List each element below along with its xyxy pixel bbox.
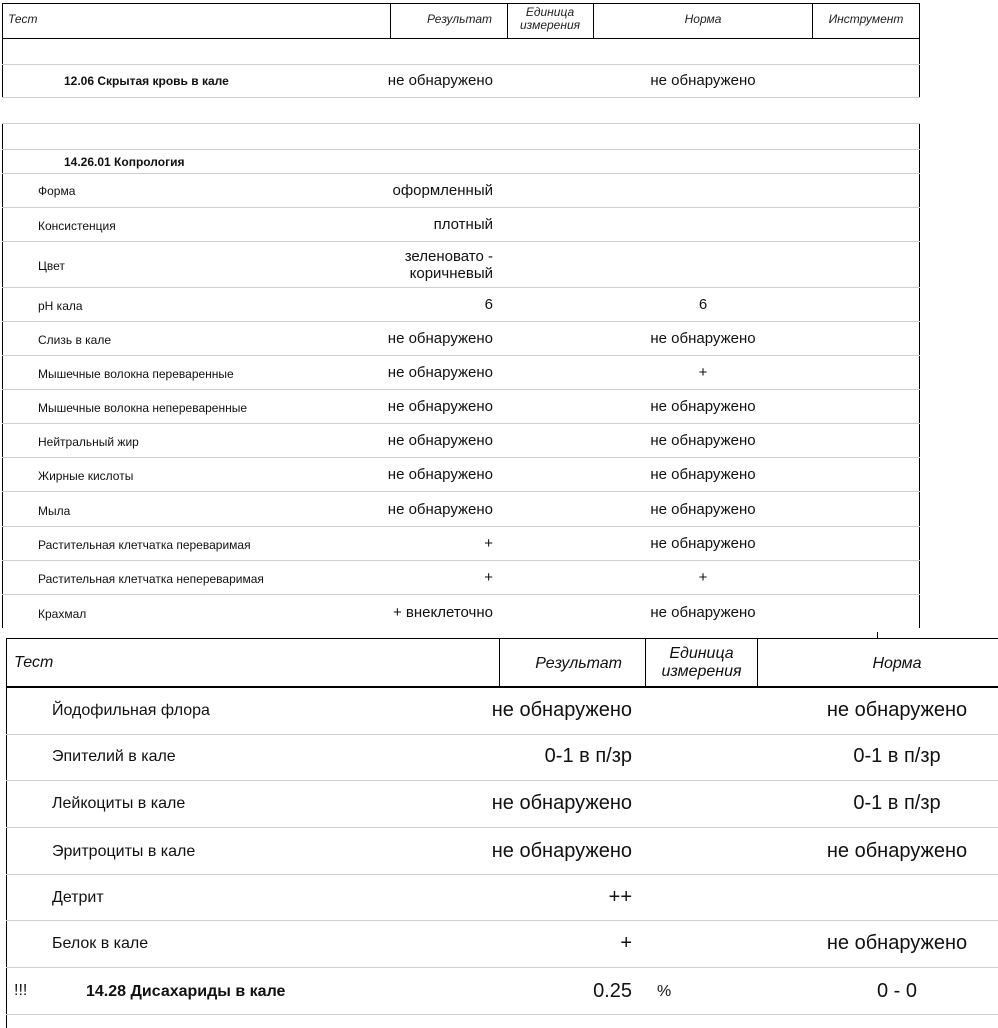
col-header-result: Результат: [535, 655, 622, 672]
right-border: [919, 123, 920, 628]
test-norm: 0 - 0: [876, 980, 918, 1002]
test-name: Нейтральный жир: [38, 435, 139, 449]
test-name: Белок в кале: [52, 935, 149, 952]
test-norm: не обнаружено: [826, 840, 968, 862]
test-name: Эпителий в кале: [52, 748, 176, 765]
test-norm: не обнаружено: [650, 535, 756, 552]
col-header-unit-line1: Единица: [525, 5, 575, 19]
col-header-unit: [646, 645, 757, 681]
test-norm: не обнаружено: [826, 932, 968, 954]
test-name: 12.06 Скрытая кровь в кале: [64, 74, 229, 88]
test-result: ++: [608, 886, 632, 908]
test-result: +: [484, 535, 493, 552]
test-result: не обнаружено: [387, 398, 493, 415]
row-divider: [2, 241, 920, 242]
col-header-unit-line2: измерения: [661, 663, 742, 680]
test-name: Мыла: [38, 504, 71, 518]
test-result: оформленный: [392, 182, 493, 199]
test-result-line2: коричневый: [409, 265, 493, 282]
row-divider: [2, 287, 920, 288]
header-top-border: [2, 3, 920, 4]
test-name: Эритроциты в кале: [52, 843, 196, 860]
test-result: не обнаружено: [387, 364, 493, 381]
test-result: не обнаружено: [491, 699, 632, 721]
row-divider: [2, 423, 920, 424]
test-norm: не обнаружено: [826, 699, 968, 721]
test-result: + внеклеточно: [392, 604, 493, 621]
test-name: Консистенция: [38, 219, 116, 233]
left-border: [2, 38, 3, 98]
row-divider: [2, 491, 920, 492]
test-name: pH кала: [38, 299, 83, 313]
test-name: Растительная клетчатка непереваримая: [38, 572, 264, 586]
test-result: +: [484, 569, 493, 586]
row-divider: [2, 594, 920, 595]
test-norm: +: [698, 364, 708, 381]
coprology-title: 14.26.01 Копрология: [64, 155, 185, 169]
test-norm: не обнаружено: [650, 72, 756, 89]
test-result: не обнаружено: [491, 792, 632, 814]
row-divider: [2, 123, 920, 124]
test-result: 0-1 в п/зр: [544, 745, 632, 767]
test-name: Цвет: [38, 259, 65, 273]
table-right-border: [919, 3, 920, 98]
alert-flag: !!!: [14, 982, 28, 999]
row-divider: [2, 355, 920, 356]
col-header-norm: Норма: [684, 12, 722, 26]
row-divider: [2, 207, 920, 208]
col-header-instrument: Инструмент: [828, 12, 904, 26]
header-left-border: [2, 3, 3, 38]
test-norm: не обнаружено: [650, 398, 756, 415]
row-divider: [6, 874, 998, 875]
row-divider: [6, 920, 998, 921]
row-divider: [2, 321, 920, 322]
test-result: не обнаружено: [387, 432, 493, 449]
row-divider: [2, 173, 920, 174]
test-result: не обнаружено: [387, 501, 493, 518]
col-header-result: Результат: [426, 12, 492, 26]
row-divider: [2, 149, 920, 150]
col-header-unit-line1: Единица: [669, 645, 734, 662]
header-top-border: [6, 638, 998, 639]
row-divider: [2, 64, 920, 65]
test-norm: не обнаружено: [650, 604, 756, 621]
row-divider: [2, 457, 920, 458]
row-divider: [6, 780, 998, 781]
row-divider: [2, 97, 920, 98]
left-border: [6, 688, 7, 1028]
header-left-border: [6, 638, 7, 688]
col-header-test: Тест: [8, 12, 38, 26]
row-divider: [6, 827, 998, 828]
test-name: 14.28 Дисахариды в кале: [86, 983, 286, 1000]
test-norm: +: [698, 569, 708, 586]
test-unit: %: [657, 983, 672, 1000]
test-norm: не обнаружено: [650, 501, 756, 518]
left-border: [2, 123, 3, 628]
col-header-unit: [508, 6, 592, 32]
test-name: Детрит: [52, 889, 104, 906]
row-divider: [6, 1014, 998, 1015]
test-name: Жирные кислоты: [38, 469, 134, 483]
test-norm: 6: [698, 296, 708, 313]
test-name: Лейкоциты в кале: [52, 795, 186, 812]
test-result: плотный: [433, 216, 493, 233]
test-name: Йодофильная флора: [52, 702, 210, 719]
test-result: не обнаружено: [387, 466, 493, 483]
test-norm: 0-1 в п/зр: [853, 792, 941, 814]
test-name: Форма: [38, 184, 76, 198]
col-header-norm: Норма: [872, 655, 922, 672]
row-divider: [2, 526, 920, 527]
test-norm: не обнаружено: [650, 432, 756, 449]
test-result-line1: зеленовато -: [404, 248, 493, 265]
test-result: не обнаружено: [387, 72, 493, 89]
test-result: +: [620, 932, 632, 954]
test-result: 0.25: [593, 980, 632, 1002]
row-divider: [6, 734, 998, 735]
test-norm: 0-1 в п/зр: [853, 745, 941, 767]
header-bottom-border: [6, 686, 998, 688]
test-result: не обнаружено: [387, 330, 493, 347]
test-norm: не обнаружено: [650, 466, 756, 483]
test-name: Мышечные волокна переваренные: [38, 367, 234, 381]
col-header-test: Тест: [14, 654, 54, 671]
test-name: Мышечные волокна непереваренные: [38, 401, 248, 415]
test-norm: не обнаружено: [650, 330, 756, 347]
test-name: Слизь в кале: [38, 333, 112, 347]
test-result: 6: [484, 296, 493, 313]
col-header-unit-line2: измерения: [519, 18, 581, 32]
row-divider: [2, 560, 920, 561]
test-result: не обнаружено: [491, 840, 632, 862]
header-bottom-border: [2, 38, 920, 39]
test-name: Крахмал: [38, 607, 87, 621]
header-col-divider: [390, 3, 391, 38]
test-name: Растительная клетчатка переваримая: [38, 538, 251, 552]
header-col-divider: [757, 638, 758, 688]
row-divider: [2, 389, 920, 390]
row-divider: [6, 967, 998, 968]
